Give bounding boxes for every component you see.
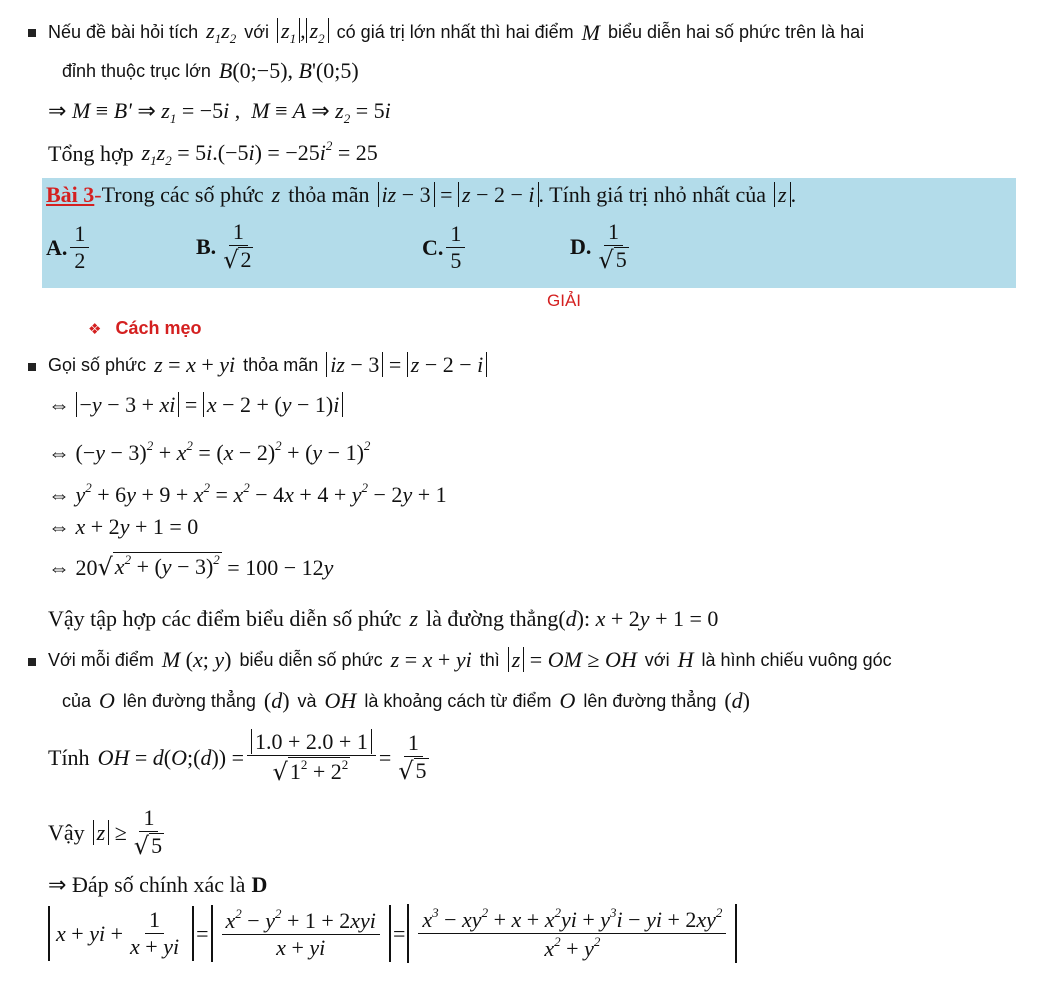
math: $z_1z_2$ (206, 18, 237, 46)
text: Vậy tập hợp các điểm biểu diễn số phức (48, 606, 402, 631)
problem-text: . Tính giá trị nhỏ nhất của (538, 182, 767, 207)
math: (d): x + 2y + 1 = 0 (558, 606, 719, 631)
fraction: 1 √ 5 (133, 805, 163, 861)
math: = (392, 920, 406, 946)
final-expression (48, 904, 737, 963)
tip-title: Cách mẹo (115, 318, 202, 338)
math: z = OM ≥ OH (508, 647, 637, 673)
math: ⇔ $y^2 + 6y + 9 + x^2 = x^2 - 4x + 4 + y^2 - 2y + 1$ (48, 480, 447, 507)
math: $\frac{x^2 - y^2 + 1 + 2xyi}{x + yi}$ (211, 905, 391, 962)
text: lên đường thẳng (583, 690, 717, 711)
problem-text: thỏa mãn (288, 182, 370, 207)
math: M (581, 19, 600, 45)
math: ⇔ 20 √ $x^2 + (y - 3)^2$ = 100 − 12y (48, 552, 334, 582)
answer-line (48, 872, 267, 898)
bullet (28, 363, 36, 371)
option-a[interactable] (46, 222, 92, 273)
math: ⇔ −y − 3 + xi = x − 2 + (y − 1)i (48, 392, 343, 418)
fraction: 1 √ 5 (598, 219, 627, 275)
bullet (28, 658, 36, 666)
text: và (297, 690, 317, 711)
text: Tính (48, 744, 90, 770)
math: O (559, 688, 576, 713)
bullet (28, 29, 36, 37)
tip-heading (88, 318, 201, 339)
conclusion-line (48, 606, 718, 632)
voi-moi-line (48, 647, 892, 673)
text: Gọi số phức (48, 354, 147, 375)
vay-line (48, 806, 171, 860)
problem-dash: - (94, 182, 102, 207)
intro-text: có giá trị lớn nhất thì hai điểm (336, 22, 574, 42)
math: z ≥ (93, 820, 127, 846)
text: biểu diễn số phức (239, 649, 383, 670)
problem-text: Trong các số phức (101, 182, 264, 207)
text: lên đường thẳng (122, 690, 256, 711)
text: thỏa mãn (243, 354, 319, 375)
intro-line-1 (48, 18, 864, 47)
intro-text: đỉnh thuộc trục lớn (62, 60, 211, 81)
math: ⇔ $(-y - 3)^2 + x^2 = (x - 2)^2 + (y - 1)^2$ (48, 438, 371, 465)
math: = (196, 920, 209, 946)
step-5 (48, 552, 333, 581)
math: = (378, 744, 392, 770)
intro-text: Nếu đề bài hỏi tích (48, 22, 199, 42)
answer-letter: D (251, 872, 268, 897)
math: ⇔ x + 2y + 1 = 0 (48, 514, 199, 539)
option-d[interactable] (570, 220, 636, 274)
math: $z_1z_2 = 5i.(-5i) = -25i^2 = 25$ (141, 138, 378, 168)
fraction: $\frac{1}{2}$ (70, 222, 89, 273)
text: Với mỗi điểm (48, 649, 154, 670)
math: z (409, 606, 419, 631)
math: x + yi + $\frac{1}{x + yi}$ (48, 906, 194, 961)
math: $z_1$ , $z_2$ (277, 18, 329, 47)
text: của (62, 690, 92, 711)
tong-hop-line (48, 138, 378, 169)
math: ⇒ M ≡ B' ⇒ $z_1 = -5i$ , M ≡ A ⇒ $z_2 = 5i$ (48, 98, 391, 126)
goi-line (48, 352, 487, 378)
fraction: 1.0 + 2.0 + 1 √ $1^2 + 2^2$ (247, 730, 376, 786)
text: Đáp số chính xác là (71, 872, 246, 897)
math: ⇒ (48, 872, 72, 897)
problem-title: Bài 3 (46, 182, 95, 207)
tong-hop-label: Tổng hợp (48, 140, 134, 166)
solution-heading: GIẢI (547, 291, 582, 310)
math: iz − 3 = z − 2 − i (326, 352, 487, 378)
step-2 (48, 438, 370, 466)
text: là đường thẳng (426, 606, 559, 631)
intro-text: với (244, 22, 270, 42)
problem-statement (46, 182, 796, 208)
math: (d) (724, 688, 750, 713)
math: M (x; y) (161, 647, 232, 672)
math: iz − 3 = z − 2 − i (378, 182, 539, 208)
option-b[interactable] (196, 220, 260, 274)
text: là khoảng cách từ điểm (364, 690, 552, 711)
step-3 (48, 480, 447, 508)
fraction: 1 √ 2 (223, 219, 252, 275)
math: z = x + yi (390, 647, 472, 672)
math: (d) (263, 688, 290, 713)
option-label: D. (570, 233, 592, 259)
math: z . (774, 182, 796, 208)
fraction: $\frac{1}{5}$ (446, 222, 465, 273)
fraction: 1 √ 5 (398, 730, 427, 786)
text: là hình chiếu vuông góc (701, 649, 892, 670)
math: OH = d(O;(d)) = (97, 744, 244, 770)
text: thì (479, 649, 500, 670)
math: B(0;−5), B'(0;5) (218, 58, 359, 83)
math: $\frac{x^3 - xy^2 + x + x^2yi + y^3i - yi + 2xy^2}{x^2 + y^2}$ (407, 904, 737, 963)
tinh-oh-line (48, 730, 436, 786)
math: H (677, 647, 694, 672)
option-label: A. (46, 234, 68, 260)
option-label: C. (422, 234, 444, 260)
math: OH (324, 688, 357, 713)
intro-line-2 (62, 58, 359, 84)
text: Vậy (48, 819, 85, 845)
intro-text: biểu diễn hai số phức trên là hai (607, 22, 865, 42)
implication-line (48, 98, 391, 127)
step-4 (48, 514, 198, 540)
option-c[interactable] (422, 222, 468, 273)
math: z = x + yi (154, 352, 236, 377)
text: với (644, 649, 670, 670)
step-1 (48, 392, 343, 418)
math: z (271, 182, 281, 207)
option-label: B. (196, 233, 217, 259)
cua-line (62, 688, 750, 714)
math: O (99, 688, 115, 713)
diamond-icon: ❖ (88, 319, 102, 338)
